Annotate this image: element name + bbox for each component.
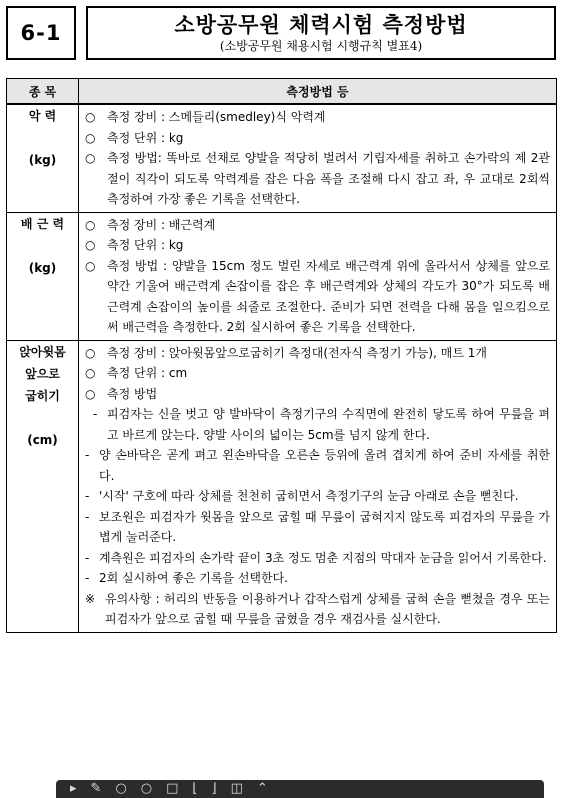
dash: - [85,509,90,524]
sub-item-text: 양 손바닥은 곧게 펴고 왼손바닥을 오른손 등위에 올려 겹치게 하여 준비 자세를 취한다. [99,448,550,483]
page-icon[interactable]: ◫ [230,781,243,796]
bullet: ○ [85,238,96,252]
dash: - [93,407,98,421]
measurement-table [6,78,557,633]
sub-item-text: 보조원은 피검자가 윗몸을 앞으로 굽힐 때 무릎이 굽혀지지 않도록 피검자의 무릎을 가볍게 눌러준다. [99,509,550,544]
item-name-line: 앞으로 [25,366,60,381]
page-title: 소방공무원 체력시험 측정방법 [174,13,468,37]
bracket-icon[interactable]: ⌋ [211,781,217,796]
sub-item [85,486,550,507]
play-icon[interactable]: ▸ [70,781,77,796]
list-item [85,363,550,384]
table-header-row [7,79,557,105]
dash: - [85,571,90,585]
list-item-text: 측정 단위 : cm [107,366,188,380]
sub-item [85,445,550,486]
floating-toolbar [56,780,544,798]
dash: - [85,448,90,462]
list-item-text: 측정 방법: 똑바로 선채로 양발을 적당히 벌려서 기립자세를 취하고 손가락의 제 2관절이 직각이 되도록 악력계를 잡은 다음 폭을 조절해 다시 잡고 좌, 우 교대로 2회씩 측정하여 가장 좋은 기록을 선택한다. [107,151,550,206]
brush-icon[interactable]: ✎ [90,781,102,796]
column-header-method: 측정방법 등 [79,79,557,105]
item-unit: (kg) [28,260,57,275]
note-mark: ※ [85,591,96,606]
title-box [86,6,556,60]
sub-item-text: '시작' 구호에 따라 상체를 천천히 굽히면서 측정기구의 눈금 아래로 손을 뻗친다. [99,489,519,503]
list-item [85,256,550,338]
list-item-text: 측정 장비 : 스메들리(smedley)식 악력계 [107,110,326,124]
list-item [85,148,550,210]
table-row-sit-and-reach [7,340,557,632]
list-item [85,128,550,149]
item-name-line: 굽히기 [25,388,60,403]
circle-icon[interactable]: ○ [115,781,127,796]
bullet: ○ [85,151,96,165]
item-unit: (kg) [28,153,57,167]
page-subtitle: (소방공무원 채용시험 시행규칙 별표4) [219,39,423,53]
bullet: ○ [85,366,96,380]
item-name-cell [7,212,79,340]
item-name-cell [7,104,79,212]
list-item [85,343,550,364]
section-number: 6-1 [6,6,76,60]
item-name: 악 력 [28,109,57,123]
sub-item-text: 2회 실시하여 좋은 기록을 선택한다. [99,571,288,585]
table-row-back-strength [7,212,557,340]
item-name-line: 앉아윗몸 [19,344,66,359]
dash: - [85,489,90,503]
list-item [85,215,550,236]
sub-item [85,404,550,445]
bullet: ○ [85,110,96,124]
list-item-text: 측정 방법 [107,386,158,401]
list-item-text: 측정 장비 : 앉아윗몸앞으로굽히기 측정대(전자식 측정기 가능), 매트 1개 [107,345,487,360]
item-name-cell [7,340,79,632]
dash: - [85,550,90,565]
bullet: ○ [85,217,96,232]
list-item [85,384,550,405]
bullet: ○ [85,130,96,145]
square-icon[interactable]: □ [166,781,179,796]
method-cell [79,104,557,212]
bullet: ○ [85,345,96,360]
table-row-grip [7,104,557,212]
caution-note-text: 유의사항 : 허리의 반동을 이용하거나 갑작스럽게 상체를 굽혀 손을 뻗쳤을 경우 또는 피검자가 앞으로 굽힐 때 무릎을 굽혔을 경우 재검사를 실시한다. [105,591,550,626]
method-cell [79,340,557,632]
list-item-text: 측정 장비 : 배근력계 [107,217,216,232]
sub-item [85,568,550,589]
sub-item-text: 피검자는 신을 벗고 양 발바닥이 측정기구의 수직면에 완전히 닿도록 하여 무릎을 펴고 바르게 앉는다. 양발 사이의 넓이는 5cm를 넘지 않게 한다. [107,407,550,442]
item-unit: (cm) [27,432,58,447]
bracket-icon[interactable]: ⌊ [192,781,198,796]
sub-item-text: 계측원은 피검자의 손가락 끝이 3초 정도 멈춘 지점의 막대자 눈금을 읽어서 기록한다. [99,550,547,565]
list-item [85,107,550,128]
caution-note [85,589,550,630]
list-item-text: 측정 단위 : kg [107,130,184,145]
list-item [85,235,550,256]
circle-icon[interactable]: ○ [140,781,153,796]
list-item-text: 측정 방법 : 양발을 15cm 정도 벌린 자세로 배근력계 위에 올라서서 상체를 앞으로 약간 기울여 배근력계 손잡이를 잡은 후 배근력계와 상체의 각도가 30°가 되도록 배근력계 손잡이의 높이를 쇠줄로 조절한다. 준비가 되면 전력을 다해 몸을 일으킴으로써 배근력을 측정한다. 2회 실시하여 좋은 기록을 선택한다. [107,258,550,334]
method-cell [79,212,557,340]
column-header-item: 종 목 [7,79,79,105]
chevron-up-icon[interactable]: ⌃ [256,781,268,796]
sub-item [85,507,550,548]
item-name: 배 근 력 [20,216,65,231]
bullet: ○ [85,258,96,273]
bullet: ○ [85,386,96,401]
sub-item [85,548,550,569]
list-item-text: 측정 단위 : kg [107,238,184,252]
